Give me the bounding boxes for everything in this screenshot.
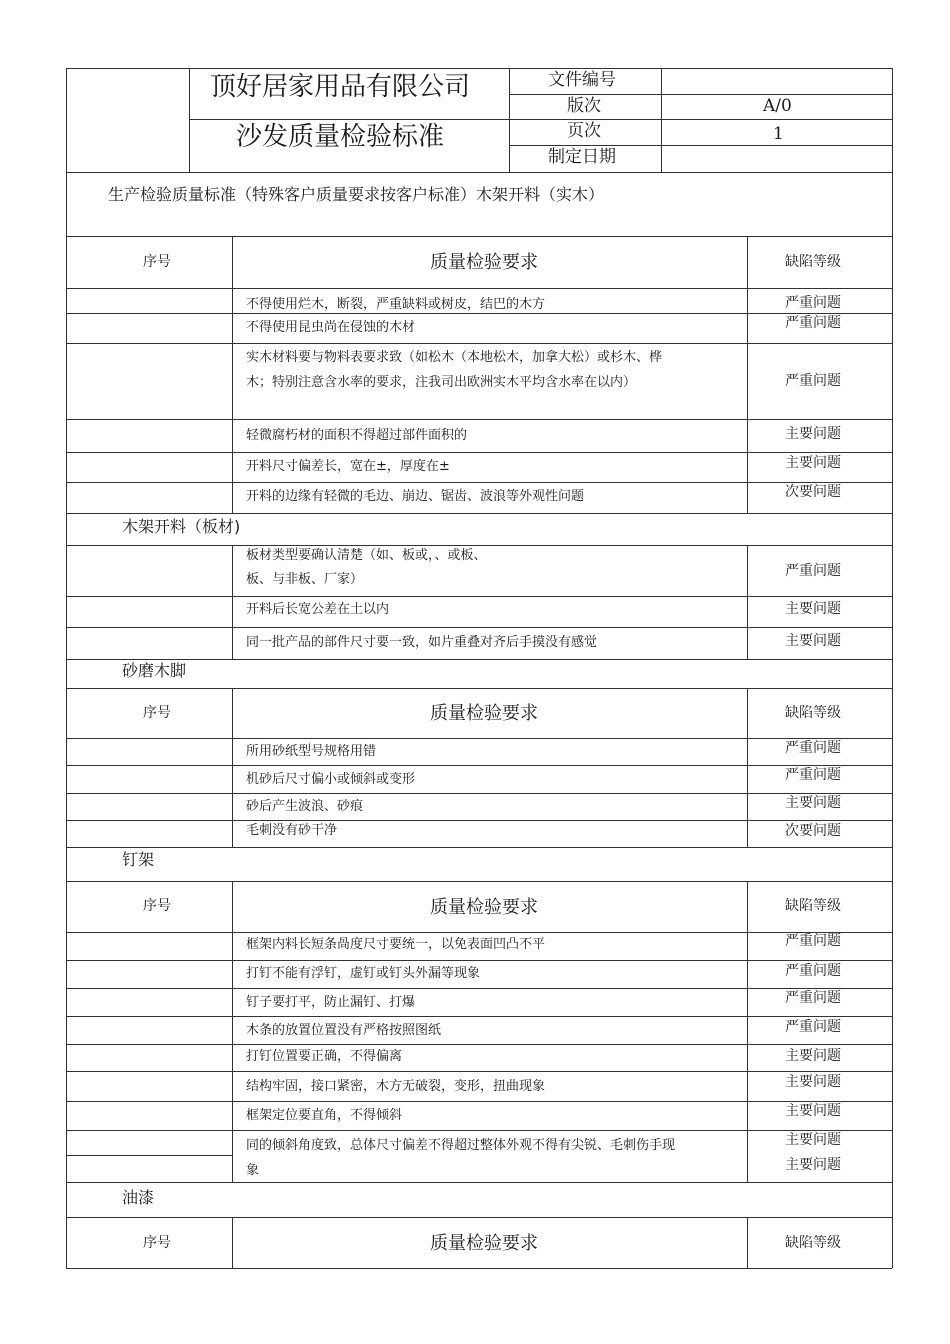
requirement-text: 框架定位要直角，不得倾斜	[246, 1108, 403, 1123]
requirement-text: 木；特别注意含水率的要求，注我司出欧洲实木平均含水率在以内）	[246, 375, 637, 390]
defect-level: 严重问题	[785, 963, 841, 979]
column-line	[232, 236, 233, 513]
row-line	[66, 765, 892, 766]
requirement-text: 机砂后尺寸偏小或倾斜或变形	[246, 772, 416, 787]
level-header: 缺陷等级	[785, 705, 841, 721]
row-line	[66, 482, 892, 483]
requirement-text: 实木材料要与物料表要求致（如松木（本地松木，加拿大松）或杉木、桦	[246, 350, 663, 365]
row-line	[66, 932, 892, 933]
page-value: 1	[773, 124, 784, 144]
requirement-text: 打钉不能有浮钉，虚钉或钉头外漏等现象	[246, 966, 481, 981]
row-line	[66, 738, 892, 739]
header-divider	[661, 68, 662, 172]
header-divider	[189, 119, 509, 120]
requirement-header: 质量检验要求	[430, 703, 538, 724]
defect-level: 主要问题	[785, 1157, 841, 1173]
version-label: 版次	[567, 96, 601, 116]
section-title-board: 木架开料（板材)	[122, 517, 241, 536]
column-line	[747, 1217, 748, 1268]
requirement-text: 开料的边缘有轻微的毛边、崩边、锯齿、波浪等外观性问题	[246, 489, 585, 504]
row-line	[66, 1071, 892, 1072]
requirement-text: 木条的放置位置没有严格按照图纸	[246, 1023, 442, 1038]
requirement-text: 毛刺没有砂干净	[246, 823, 338, 838]
defect-level: 严重问题	[785, 990, 841, 1006]
row-line	[66, 236, 892, 237]
defect-level: 主要问题	[785, 1048, 841, 1064]
row-line	[66, 793, 892, 794]
requirement-header: 质量检验要求	[430, 252, 538, 273]
requirement-text: 同一批产品的部件尺寸要一致，如片重叠对齐后手摸没有感觉	[246, 635, 598, 650]
requirement-text: 开料后长宽公差在土以内	[246, 602, 390, 617]
requirement-text: 轻微腐朽材的面积不得超过部件面积的	[246, 428, 468, 443]
requirement-text: 不得使用烂木，断裂，严重缺料或树皮，结巴的木方	[246, 297, 546, 312]
row-line	[66, 960, 892, 961]
requirement-text: 砂后产生波浪、砂痕	[246, 799, 364, 814]
column-line	[232, 1217, 233, 1268]
defect-level: 严重问题	[785, 767, 841, 783]
row-line	[66, 1217, 892, 1218]
header-divider	[509, 68, 510, 172]
row-line	[66, 847, 892, 848]
defect-level: 主要问题	[785, 1074, 841, 1090]
row-line	[66, 288, 892, 289]
row-line	[66, 1101, 892, 1102]
header-divider	[509, 119, 892, 120]
frame-bottom-line	[66, 1268, 892, 1269]
requirement-text: 板材类型要确认清楚（如、板或，、或板、	[246, 548, 487, 563]
row-line	[66, 419, 892, 420]
frame-left-line	[66, 68, 67, 1268]
column-line	[232, 688, 233, 847]
row-line	[66, 1182, 892, 1183]
column-line	[747, 881, 748, 1182]
row-line	[66, 452, 892, 453]
date-label: 制定日期	[548, 147, 616, 167]
row-line	[66, 545, 892, 546]
column-line	[232, 545, 233, 659]
column-line	[232, 881, 233, 1182]
defect-level: 严重问题	[785, 373, 841, 389]
header-bottom-line	[66, 172, 892, 173]
frame-right-line	[892, 68, 893, 1268]
row-line	[66, 1155, 232, 1156]
requirement-text: 钉子要打平，防止漏钉、打爆	[246, 995, 416, 1010]
row-line	[66, 881, 892, 882]
row-line	[66, 513, 892, 514]
row-line	[66, 596, 892, 597]
seq-header: 序号	[143, 254, 171, 270]
defect-level: 主要问题	[785, 795, 841, 811]
requirement-text: 框架内料长短条咼度尺寸要统一，以免表面凹凸不平	[246, 937, 546, 952]
intro-line: 生产检验质量标准（特殊客户质量要求按客户标准）木架开料（实木）	[108, 185, 605, 204]
requirement-text: 打钉位置要正确，不得偏离	[246, 1049, 403, 1064]
requirement-text: 结构牢固，接口紧密，木方无破裂，变形，扭曲现象	[246, 1079, 546, 1094]
defect-level: 严重问题	[785, 295, 841, 311]
level-header: 缺陷等级	[785, 254, 841, 270]
requirement-text: 象	[246, 1163, 260, 1178]
section-title-sanding: 砂磨木脚	[122, 661, 187, 680]
row-line	[66, 988, 892, 989]
row-line	[66, 688, 892, 689]
requirement-text: 同的倾斜角度致，总体尺寸偏差不得超过整体外观不得有尖锐、毛刺伤手现	[246, 1138, 676, 1153]
defect-level: 次要问题	[785, 484, 841, 500]
defect-level: 主要问题	[785, 1103, 841, 1119]
page-label: 页次	[567, 121, 601, 141]
column-line	[747, 545, 748, 659]
defect-level: 主要问题	[785, 1132, 841, 1148]
row-line	[66, 313, 892, 314]
defect-level: 主要问题	[785, 633, 841, 649]
level-header: 缺陷等级	[785, 1235, 841, 1251]
row-line	[66, 343, 892, 344]
header-divider	[509, 94, 892, 95]
file-number-label: 文件编号	[548, 70, 616, 90]
seq-header: 序号	[143, 1235, 171, 1251]
company-name: 顶好居家用品有限公司	[210, 72, 471, 102]
requirement-text: 不得使用昆虫尚在侵蚀的木材	[246, 320, 416, 335]
defect-level: 严重问题	[785, 563, 841, 579]
defect-level: 严重问题	[785, 933, 841, 949]
column-line	[747, 236, 748, 513]
document-title: 沙发质量检验标准	[236, 122, 445, 152]
row-line	[66, 627, 892, 628]
section-title-nailing: 钉架	[122, 850, 155, 869]
row-line	[66, 659, 892, 660]
requirement-text: 板、与非板、厂家）	[246, 572, 364, 587]
row-line	[66, 820, 892, 821]
defect-level: 严重问题	[785, 1019, 841, 1035]
defect-level: 严重问题	[785, 315, 841, 331]
defect-level: 主要问题	[785, 601, 841, 617]
level-header: 缺陷等级	[785, 898, 841, 914]
version-value: A/0	[763, 96, 792, 116]
column-line	[747, 688, 748, 847]
row-line	[66, 1130, 892, 1131]
defect-level: 主要问题	[785, 455, 841, 471]
row-line	[66, 1044, 892, 1045]
row-line	[66, 1016, 892, 1017]
defect-level: 严重问题	[785, 740, 841, 756]
defect-level: 主要问题	[785, 426, 841, 442]
seq-header: 序号	[143, 898, 171, 914]
header-divider	[189, 68, 190, 172]
requirement-text: 开料尺寸偏差长，宽在±，厚度在±	[246, 459, 450, 474]
defect-level: 次要问题	[785, 823, 841, 839]
header-divider	[509, 145, 892, 146]
requirement-header: 质量检验要求	[430, 1233, 538, 1254]
seq-header: 序号	[143, 705, 171, 721]
requirement-header: 质量检验要求	[430, 897, 538, 918]
requirement-text: 所用砂纸型号规格用错	[246, 744, 377, 759]
section-title-paint: 油漆	[122, 1188, 155, 1207]
